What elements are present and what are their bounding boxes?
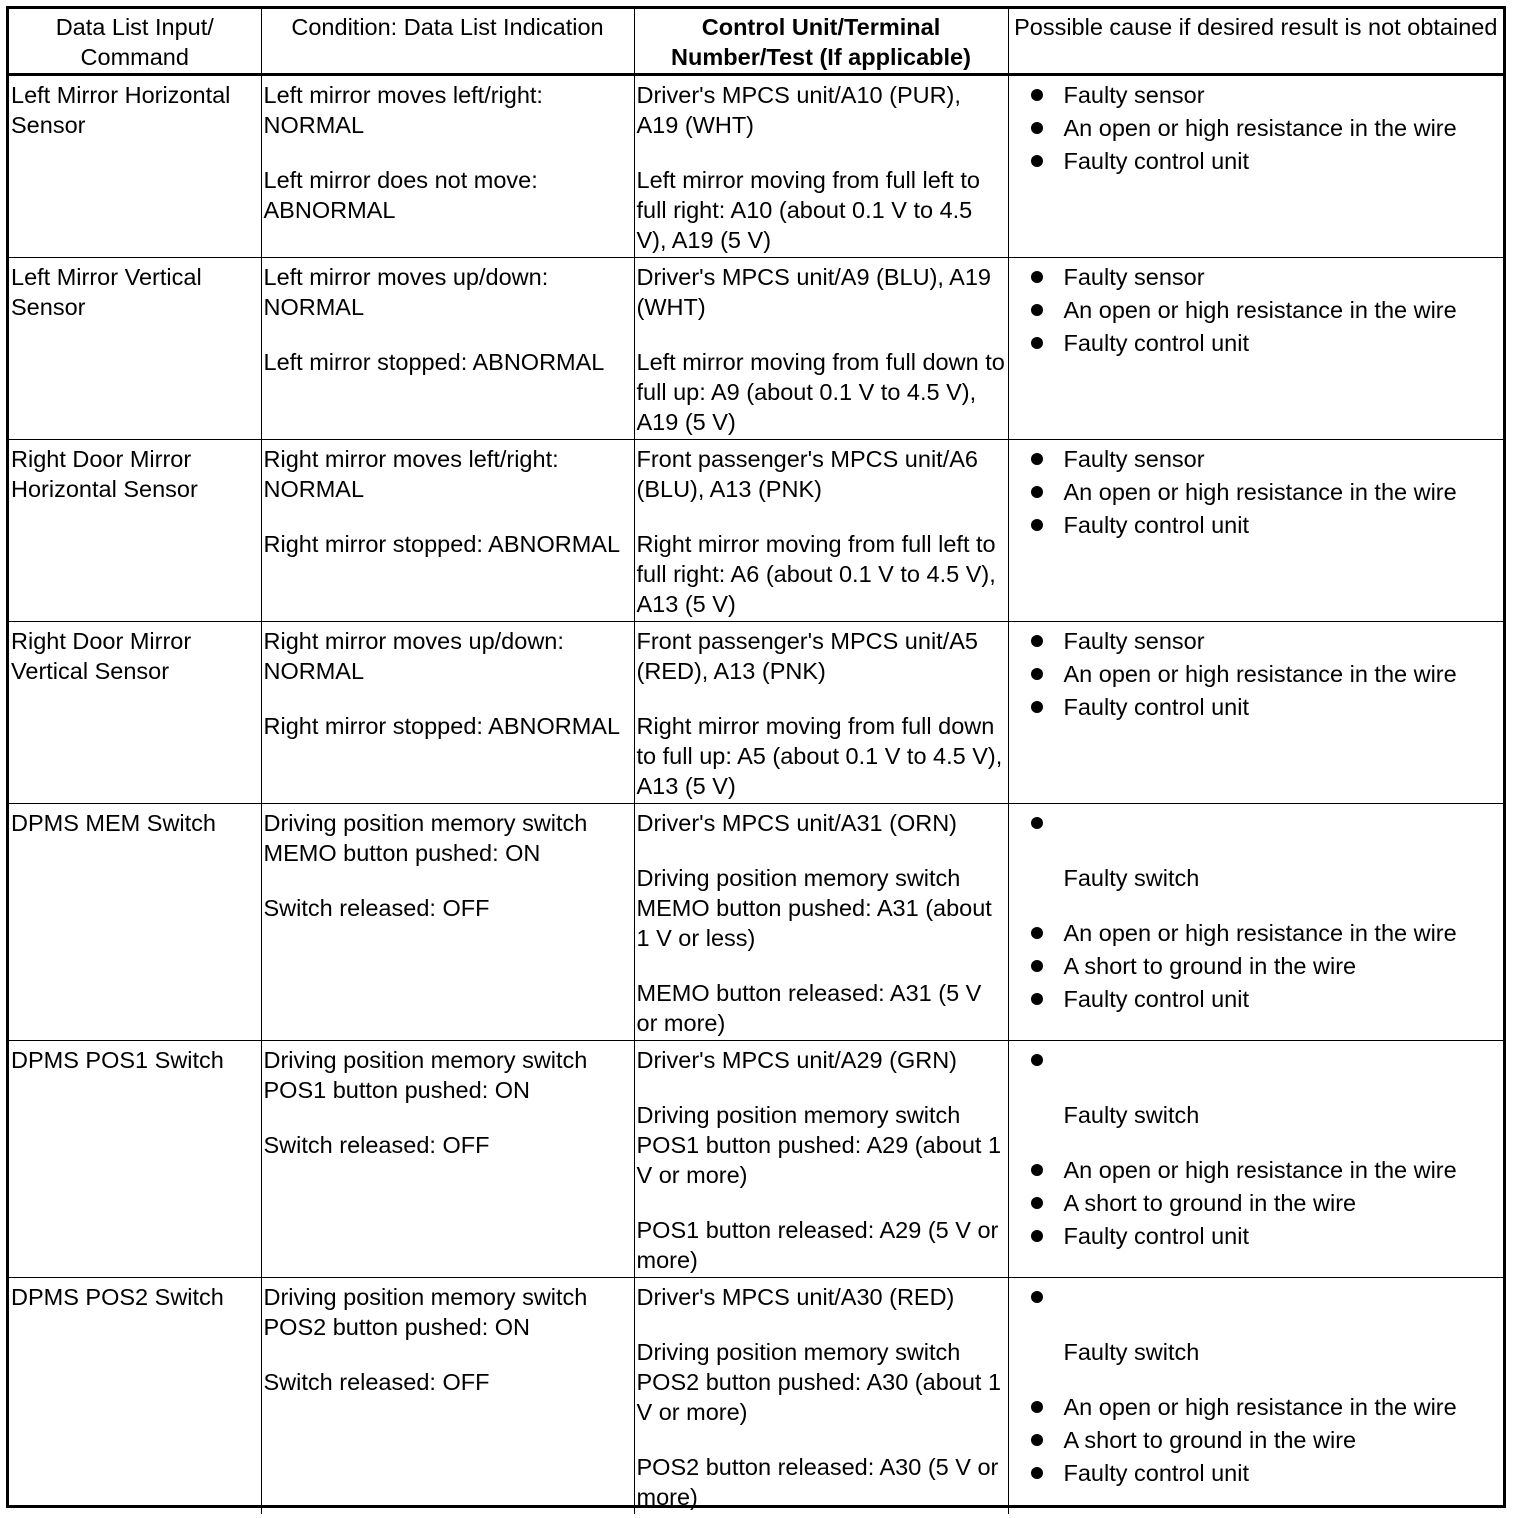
control-cell xyxy=(634,1041,1008,1278)
control-text: Driver's MPCS unit/A30 (RED) xyxy=(636,1284,955,1310)
bullet-icon xyxy=(1031,155,1043,167)
bullet-icon xyxy=(1031,817,1043,829)
cause-item: An open or high resistance in the wire xyxy=(1031,1155,1502,1185)
condition-text: Driving position memory switch POS2 button pushed: ON xyxy=(263,1284,588,1340)
condition-text: Right mirror stopped: ABNORMAL xyxy=(263,713,621,739)
bullet-icon xyxy=(1031,1230,1043,1242)
bullet-icon xyxy=(1031,453,1043,465)
cause-item xyxy=(1031,1282,1502,1312)
control-text: Driving position memory switch MEMO button pushed: A31 (about 1 V or less) xyxy=(636,865,992,951)
control-text: Driver's MPCS unit/A9 (BLU), A19 (WHT) xyxy=(636,264,991,320)
condition-cell xyxy=(261,440,634,622)
cause-item: Faulty control unit xyxy=(1031,1458,1502,1488)
bullet-icon xyxy=(1031,486,1043,498)
cause-item: A short to ground in the wire xyxy=(1031,1188,1502,1218)
cause-list xyxy=(1011,444,1502,540)
control-text: MEMO button released: A31 (5 V or more) xyxy=(636,980,982,1036)
input-cell: DPMS POS2 Switch xyxy=(9,1278,261,1515)
header-input: Data List Input/ Command xyxy=(9,9,261,75)
cause-item: Faulty sensor xyxy=(1031,262,1502,292)
cause-list xyxy=(1011,1282,1502,1488)
cause-item: Faulty control unit xyxy=(1031,328,1502,358)
control-text: Driving position memory switch POS2 button pushed: A30 (about 1 V or more) xyxy=(636,1339,1002,1425)
cause-cell xyxy=(1008,258,1503,440)
condition-text: Left mirror stopped: ABNORMAL xyxy=(263,349,605,375)
control-text: Right mirror moving from full down to full up: A5 (about 0.1 V to 4.5 V), A13 (5 V) xyxy=(636,713,1003,799)
cause-cell xyxy=(1008,622,1503,804)
condition-cell xyxy=(261,258,634,440)
bullet-icon xyxy=(1031,1434,1043,1446)
table-row xyxy=(9,622,1503,804)
control-text: Left mirror moving from full down to full up: A9 (about 0.1 V to 4.5 V), A19 (5 V) xyxy=(636,349,1005,435)
condition-text: Left mirror moves up/down: NORMAL xyxy=(263,264,549,320)
condition-text: Driving position memory switch MEMO button pushed: ON xyxy=(263,810,588,866)
condition-cell xyxy=(261,75,634,258)
cause-item: Faulty sensor xyxy=(1031,444,1502,474)
cause-item: A short to ground in the wire xyxy=(1031,1425,1502,1455)
cause-item xyxy=(1031,1045,1502,1075)
condition-cell xyxy=(261,1041,634,1278)
cause-item: Faulty control unit xyxy=(1031,146,1502,176)
bullet-icon xyxy=(1031,337,1043,349)
control-cell xyxy=(634,440,1008,622)
bullet-icon xyxy=(1031,927,1043,939)
control-text: Right mirror moving from full left to full right: A6 (about 0.1 V to 4.5 V), A13 (5 V) xyxy=(636,531,996,617)
input-cell: Right Door Mirror Horizontal Sensor xyxy=(9,440,261,622)
condition-text: Switch released: OFF xyxy=(263,1369,490,1395)
input-cell: Right Door Mirror Vertical Sensor xyxy=(9,622,261,804)
cause-item: An open or high resistance in the wire xyxy=(1031,113,1502,143)
cause-item: An open or high resistance in the wire xyxy=(1031,295,1502,325)
header-condition: Condition: Data List Indication xyxy=(261,9,634,75)
cause-item: Faulty control unit xyxy=(1031,692,1502,722)
cause-item: An open or high resistance in the wire xyxy=(1031,1392,1502,1422)
cause-item: Faulty control unit xyxy=(1031,984,1502,1014)
bullet-icon xyxy=(1031,1054,1043,1066)
cause-list xyxy=(1011,626,1502,722)
bullet-icon xyxy=(1031,1401,1043,1413)
control-text: Driving position memory switch POS1 button pushed: A29 (about 1 V or more) xyxy=(636,1102,1002,1188)
condition-text: Driving position memory switch POS1 button pushed: ON xyxy=(263,1047,588,1103)
control-text: Front passenger's MPCS unit/A5 (RED), A13 (PNK) xyxy=(636,628,978,684)
control-cell xyxy=(634,1278,1008,1515)
cause-cell xyxy=(1008,804,1503,1041)
cause-cell xyxy=(1008,75,1503,258)
header-possible-cause: Possible cause if desired result is not obtained xyxy=(1008,9,1503,75)
control-cell xyxy=(634,804,1008,1041)
bullet-icon xyxy=(1031,304,1043,316)
cause-item: Faulty switch xyxy=(1063,1102,1200,1128)
cause-item: An open or high resistance in the wire xyxy=(1031,918,1502,948)
condition-text: Left mirror does not move: ABNORMAL xyxy=(263,167,538,223)
condition-text: Right mirror moves left/right: NORMAL xyxy=(263,446,559,502)
cause-item: Faulty switch xyxy=(1063,865,1200,891)
cause-cell xyxy=(1008,1041,1503,1278)
control-text: POS1 button released: A29 (5 V or more) xyxy=(636,1217,999,1273)
cause-list xyxy=(1011,80,1502,176)
bullet-icon xyxy=(1031,1197,1043,1209)
bullet-icon xyxy=(1031,993,1043,1005)
bullet-icon xyxy=(1031,1164,1043,1176)
header-control-unit: Control Unit/Terminal Number/Test (If applicable) xyxy=(634,9,1008,75)
control-text: Driver's MPCS unit/A29 (GRN) xyxy=(636,1047,957,1073)
control-cell xyxy=(634,622,1008,804)
cause-list xyxy=(1011,262,1502,358)
condition-text: Switch released: OFF xyxy=(263,1132,490,1158)
cause-item: Faulty sensor xyxy=(1031,626,1502,656)
cause-item xyxy=(1031,808,1502,838)
cause-cell xyxy=(1008,440,1503,622)
table-row xyxy=(9,804,1503,1041)
bullet-icon xyxy=(1031,89,1043,101)
header-row xyxy=(9,9,1503,75)
cause-item: Faulty control unit xyxy=(1031,510,1502,540)
cause-item: Faulty control unit xyxy=(1031,1221,1502,1251)
table-row xyxy=(9,258,1503,440)
table-row xyxy=(9,440,1503,622)
bullet-icon xyxy=(1031,1467,1043,1479)
condition-cell xyxy=(261,622,634,804)
table-row xyxy=(9,1278,1503,1515)
table-row xyxy=(9,1041,1503,1278)
bullet-icon xyxy=(1031,1291,1043,1303)
bullet-icon xyxy=(1031,701,1043,713)
bullet-icon xyxy=(1031,271,1043,283)
condition-cell xyxy=(261,804,634,1041)
control-cell xyxy=(634,75,1008,258)
input-cell: Left Mirror Horizontal Sensor xyxy=(9,75,261,258)
bullet-icon xyxy=(1031,668,1043,680)
bullet-icon xyxy=(1031,122,1043,134)
control-text: Front passenger's MPCS unit/A6 (BLU), A13 (PNK) xyxy=(636,446,978,502)
condition-cell xyxy=(261,1278,634,1515)
cause-item: A short to ground in the wire xyxy=(1031,951,1502,981)
control-text: Left mirror moving from full left to full right: A10 (about 0.1 V to 4.5 V), A19 (5 V) xyxy=(636,167,980,253)
cause-cell xyxy=(1008,1278,1503,1515)
bullet-icon xyxy=(1031,519,1043,531)
bullet-icon xyxy=(1031,635,1043,647)
control-text: Driver's MPCS unit/A10 (PUR), A19 (WHT) xyxy=(636,82,961,138)
cause-item: Faulty sensor xyxy=(1031,80,1502,110)
cause-item: Faulty switch xyxy=(1063,1339,1200,1365)
input-cell: DPMS MEM Switch xyxy=(9,804,261,1041)
cause-list xyxy=(1011,808,1502,1014)
table-row xyxy=(9,75,1503,258)
control-text: POS2 button released: A30 (5 V or more) xyxy=(636,1454,999,1510)
cause-item: An open or high resistance in the wire xyxy=(1031,659,1502,689)
condition-text: Switch released: OFF xyxy=(263,895,490,921)
cause-list xyxy=(1011,1045,1502,1251)
input-cell: Left Mirror Vertical Sensor xyxy=(9,258,261,440)
control-text: Driver's MPCS unit/A31 (ORN) xyxy=(636,810,957,836)
condition-text: Right mirror stopped: ABNORMAL xyxy=(263,531,621,557)
data-list-table xyxy=(9,9,1503,1514)
bullet-icon xyxy=(1031,960,1043,972)
data-list-document xyxy=(6,6,1506,1508)
condition-text: Right mirror moves up/down: NORMAL xyxy=(263,628,564,684)
condition-text: Left mirror moves left/right: NORMAL xyxy=(263,82,543,138)
cause-item: An open or high resistance in the wire xyxy=(1031,477,1502,507)
input-cell: DPMS POS1 Switch xyxy=(9,1041,261,1278)
control-cell xyxy=(634,258,1008,440)
